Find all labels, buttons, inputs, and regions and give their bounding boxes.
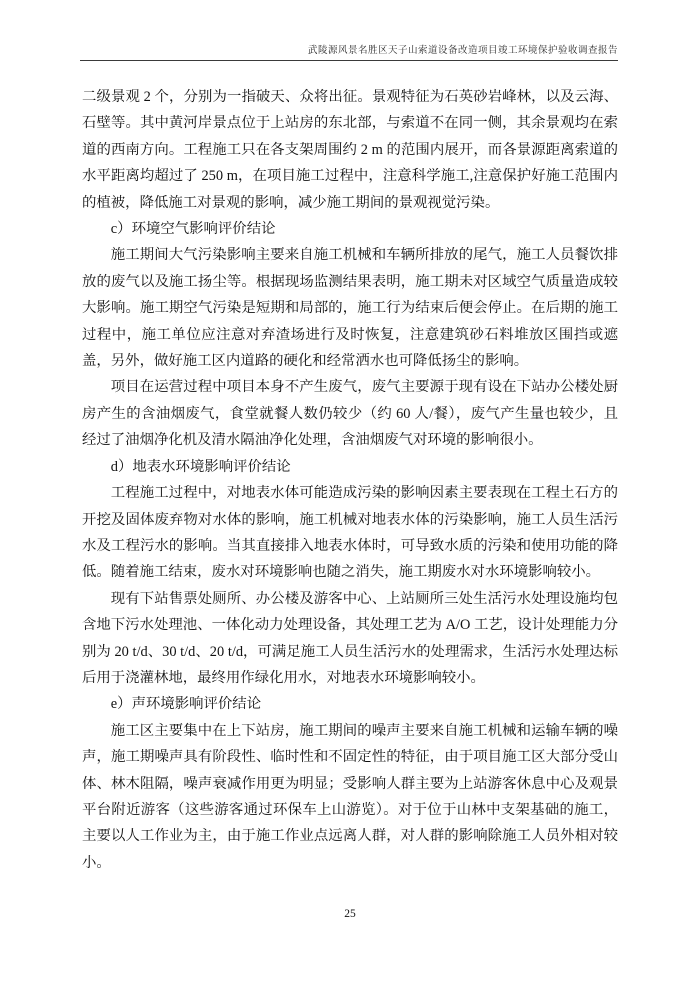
section-heading: d）地表水环境影响评价结论 — [110, 458, 291, 475]
body-paragraph: 施工期间大气污染影响主要来自施工机械和车辆所排放的尾气，施工人员餐饮排放的废气以及施工扬尘等。根据现场监测结果表明，施工期未对区域空气质量造成较大影响。施工期空气污染是短期和局部的，施工行为结束后便会停止。在后期的施工过程中，施工单位应注意对弃渣场进行及时恢复，注意建筑砂石料堆放区围挡或遮盖，另外，做好施工区内道路的硬化和经常洒水也可降低扬尘的影响。 — [82, 247, 618, 370]
body-paragraph: 工程施工过程中，对地表水体可能造成污染的影响因素主要表现在工程土石方的开挖及固体废弃物对水体的影响，施工机械对地表水体的污染影响，施工人员生活污水及工程污水的影响。当其直接排入地表水体时，可导致水质的污染和使用功能的降低。随着施工结束，废水对环境影响也随之消失，施工期废水对水环境影响较小。 — [82, 485, 618, 581]
body-paragraph: 施工区主要集中在上下站房，施工期间的噪声主要来自施工机械和运输车辆的噪声，施工期噪声具有阶段性、临时性和不固定性的特征，由于项目施工区大部分受山体、林木阻隔，噪声衰减作用更为明显；受影响人群主要为上站游客休息中心及观景平台附近游客（这些游客通过环保车上山游览）。对于位于山林中支架基础的施工，主要以人工作业为主，由于施工作业点远离人群，对人群的影响除施工人员外相对较小。 — [82, 722, 618, 871]
section-heading: c）环境空气影响评价结论 — [110, 221, 276, 238]
body-paragraph: 项目在运营过程中项目本身不产生废气，废气主要源于现有设在下站办公楼处厨房产生的含油烟废气，食堂就餐人数仍较少（约 60 人/餐），废气产生量也较少，且经过了油烟净化机及清水隔油净化处理，含油烟废气对环境的影响很小。 — [82, 379, 618, 449]
document-body — [82, 84, 618, 876]
page-header-title: 武陵源风景名胜区天子山索道设备改造项目竣工环境保护验收调查报告 — [80, 42, 618, 61]
section-heading: e）声环境影响评价结论 — [110, 696, 262, 713]
body-paragraph: 现有下站售票处厕所、办公楼及游客中心、上站厕所三处生活污水处理设施均包含地下污水处理池、一体化动力处理设备，其处理工艺为 A/O 工艺，设计处理能力分别为 20 t/d、30 t/d、20 t/d，可满足施工人员生活污水的处理需求，生活污水处理达标后用于浇灌林地，最终用作绿化用水，对地表水环境影响较小。 — [82, 590, 618, 686]
page-number: 25 — [344, 908, 356, 920]
body-paragraph-continuation: 二级景观 2 个，分别为一指破天、众将出征。景观特征为石英砂岩峰林，以及云海、石壁等。其中黄河岸景点位于上站房的东北部，与索道不在同一侧，其余景观均在索道的西南方向。工程施工只在各支架周围约 2 m 的范围内展开，而各景源距离索道的水平距离均超过了 250 m，在项目施工过程中，注意科学施工,注意保护好施工范围内的植被，降低施工对景观的影响，减少施工期间的景观视觉污染。 — [82, 89, 618, 211]
